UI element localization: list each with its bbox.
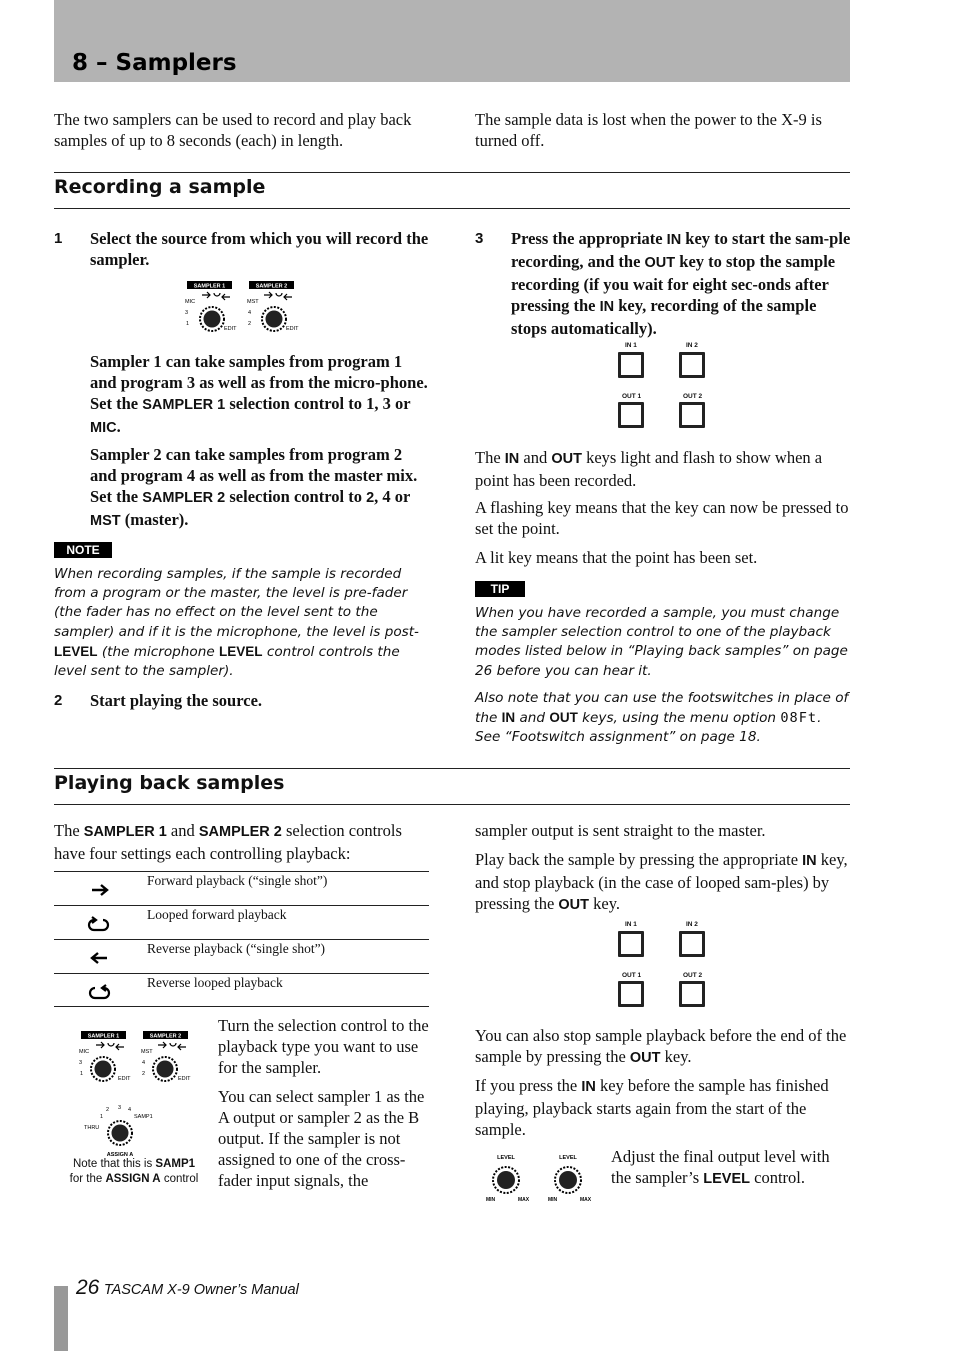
in-2-key[interactable] [679,931,705,957]
reverse-arrow-icon [84,946,114,966]
svg-text:MIN: MIN [486,1197,496,1203]
in-2-key[interactable] [679,352,705,378]
svg-text:EDIT: EDIT [286,326,299,332]
svg-text:1: 1 [186,321,190,327]
table-row [54,973,429,1007]
intro-right-paragraph: The sample data is lost when the power to the X-9 is turned off. [475,110,822,150]
svg-text:EDIT: EDIT [224,326,237,332]
svg-text:2: 2 [248,321,252,327]
svg-text:EDIT: EDIT [178,1076,191,1082]
out-2-key[interactable] [679,981,705,1007]
playback-modes-table [54,871,429,1007]
in-1-key[interactable] [618,352,644,378]
section-rule-bottom [54,208,850,209]
lit-key-paragraph: A lit key means that the point has been set. [475,548,758,567]
note-badge: NOTE [54,542,112,558]
page-number: 26 [76,1276,100,1299]
assign-a-caption: Note that this is SAMP1 for the ASSIGN A control [69,1158,199,1185]
lcd-menu-option: 08Ft [780,710,818,727]
keys-light-paragraph: The IN and OUT keys light and flash to show when a point has been recorded. [475,448,823,490]
svg-text:3: 3 [118,1105,122,1111]
in-out-keys-diagram: IN 1 IN 2 OUT 1 OUT 2 [616,921,716,1011]
svg-text:3: 3 [79,1060,83,1066]
level-knobs-diagram [482,1150,597,1206]
svg-text:MAX: MAX [580,1197,592,1203]
table-row [54,939,429,973]
mode-label: Looped forward playback [147,907,287,922]
footer-bar [54,1286,68,1351]
mode-label: Forward playback (“single shot”) [147,873,328,888]
mode-label: Reverse playback (“single shot”) [147,941,326,956]
svg-text:2: 2 [106,1107,110,1113]
in-out-keys-diagram: IN 1 IN 2 OUT 1 OUT 2 [616,342,716,432]
svg-text:MIN: MIN [548,1197,558,1203]
svg-text:MIC: MIC [79,1049,90,1055]
forward-arrow-icon [84,878,114,898]
table-row [54,905,429,939]
step-number-3: 3 [475,230,484,247]
flashing-key-paragraph: A flashing key means that the key can now be pressed to set the point. [475,498,849,538]
svg-text:SAMPLER 2: SAMPLER 2 [255,283,288,290]
step-number-2: 2 [54,692,63,709]
tip-text-1: When you have recorded a sample, you must change the sampler selection control to one of the playback modes listed below in “Playing back samples” on page 26 before you can hear it. [475,605,848,679]
out-2-key[interactable] [679,402,705,428]
turn-control-paragraph: Turn the selection control to the playback type you want to use for the sampler. [218,1016,429,1077]
section-title-recording: Recording a sample [54,176,266,198]
sampler-1-sources-paragraph: Sampler 1 can take samples from program 1 and program 3 as well as from the micro-phone. Set the SAMPLER 1 selection control to 1, 3 or MIC. [90,352,428,436]
svg-text:SAMPLER 2: SAMPLER 2 [149,1033,182,1040]
section-title-playback: Playing back samples [54,772,285,794]
in-1-key[interactable] [618,931,644,957]
intro-left-paragraph: The two samplers can be used to record and play back samples of up to 8 seconds (each) in length. [54,110,412,150]
play-back-paragraph: Play back the sample by pressing the appropriate IN key, and stop playback (in the case of looped sam-ples) by pressing the OUT key. [475,850,848,913]
out-1-key[interactable] [618,402,644,428]
svg-text:1: 1 [100,1114,104,1120]
out-1-key[interactable] [618,981,644,1007]
note-text: When recording samples, if the sample is recorded from a program or the master, the level is pre-fader (the fader has no effect on the level sent to the sampler) and if it is the microphone, the level is post-LEVEL (the microphone LEVEL control controls the level sent to the sampler). [54,566,419,680]
svg-text:ASSIGN A: ASSIGN A [106,1152,134,1158]
svg-text:THRU: THRU [84,1125,100,1131]
svg-text:SAMPLER 1: SAMPLER 1 [87,1033,120,1040]
manual-title: TASCAM X-9 Owner’s Manual [103,1282,299,1298]
step-2-text: Start playing the source. [90,691,263,710]
level-control-paragraph: Adjust the final output level with the sampler’s LEVEL control. [611,1147,830,1187]
select-sampler-paragraph: You can select sampler 1 as the A output or sampler 2 as the B output. If the sampler is not assigned to one of the cross-fader input signals, the [218,1087,425,1190]
svg-text:3: 3 [185,310,189,316]
svg-text:LEVEL: LEVEL [497,1155,515,1161]
step-number-1: 1 [54,230,63,247]
svg-text:MST: MST [141,1049,153,1055]
sampler-selector-diagram [74,1029,199,1084]
section-rule-top [54,768,850,769]
mode-label: Reverse looped playback [147,975,283,990]
svg-text:4: 4 [248,310,252,316]
step-1-text: Select the source from which you will record the sampler. [90,229,429,269]
svg-text:MIC: MIC [185,299,196,305]
svg-text:MAX: MAX [518,1197,530,1203]
restart-playback-paragraph: If you press the IN key before the sample has finished playing, playback starts again from the start of the sample. [475,1076,829,1139]
table-row [54,871,429,905]
svg-text:MST: MST [247,299,259,305]
section-rule-bottom [54,804,850,805]
page-footer [76,1276,299,1300]
tip-text-2: Also note that you can use the footswitches in place of the IN and OUT keys, using the menu option 08Ft. See “Footswitch assignment” on page 18. [475,690,849,746]
stop-playback-paragraph: You can also stop sample playback before the end of the sample by pressing the OUT key. [475,1026,847,1066]
assign-a-knob-diagram [80,1101,160,1159]
chapter-title: 8 – Samplers [72,50,237,76]
svg-text:LEVEL: LEVEL [559,1155,577,1161]
svg-text:SAMP1: SAMP1 [134,1114,153,1120]
sampler-selector-diagram [180,279,305,334]
sampler-2-sources-paragraph: Sampler 2 can take samples from program 2 and program 4 as well as from the master mix. Set the SAMPLER 2 selection control to 2, 4 or MST (master). [90,445,418,529]
svg-text:2: 2 [142,1071,146,1077]
loop-reverse-icon [84,980,114,1000]
sampler-output-paragraph: sampler output is sent straight to the master. [475,821,766,840]
svg-text:SAMPLER 1: SAMPLER 1 [193,283,226,290]
step-3-text: Press the appropriate IN key to start the sam-ple recording, and the OUT key to stop the sample recording (if you wait for eight sec-onds after pressing the IN key, recording of the sample stops automatically). [511,229,851,338]
section-rule-top [54,172,850,173]
playback-intro-paragraph: The SAMPLER 1 and SAMPLER 2 selection controls have four settings each controlling playback: [54,821,402,863]
svg-text:EDIT: EDIT [118,1076,131,1082]
svg-text:1: 1 [80,1071,84,1077]
svg-text:4: 4 [128,1107,132,1113]
svg-text:4: 4 [142,1060,146,1066]
loop-forward-icon [84,912,114,932]
tip-badge: TIP [475,581,525,597]
